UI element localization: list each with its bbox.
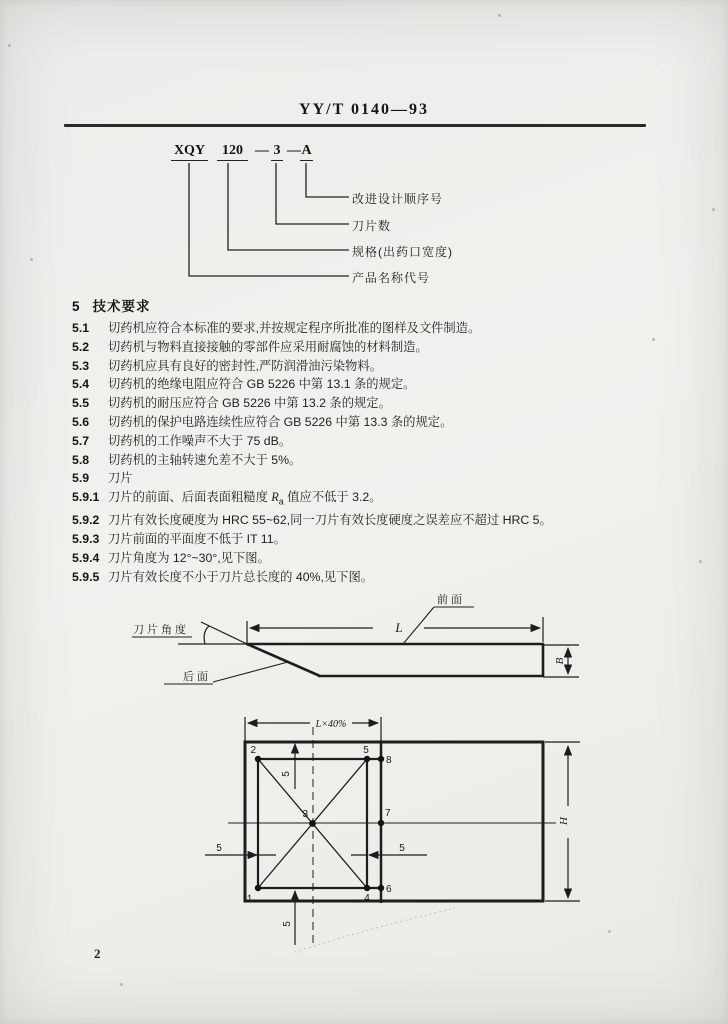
section-heading xyxy=(72,295,151,315)
point-label-7: 7 xyxy=(385,808,391,819)
gap-left-label: 5 xyxy=(216,843,222,854)
model-code-product: XQY xyxy=(171,143,208,161)
measuring-point-labels xyxy=(246,745,392,905)
model-code-blades: 3 xyxy=(271,143,283,161)
label-spec: 规格(出药口宽度) xyxy=(352,245,453,259)
model-code-connectors xyxy=(189,163,349,276)
doc-number-header: YY/T 0140—93 xyxy=(299,101,429,118)
requirement-5-3: 5.3 切药机应具有良好的密封性,严防润滑油污染物料。 xyxy=(72,358,382,373)
effective-length-dimension xyxy=(245,717,381,741)
requirement-5-9-3: 5.9.3 刀片前面的平面度不低于 IT 11。 xyxy=(72,532,286,547)
requirement-5-7: 5.7 切药机的工作噪声不大于 75 dB。 xyxy=(72,433,292,448)
scan-speck xyxy=(8,44,11,47)
requirement-5-4: 5.4 切药机的绝缘电阻应符合 GB 5226 中第 13.1 条的规定。 xyxy=(72,377,416,392)
point-label-5: 5 xyxy=(363,745,369,756)
requirement-5-6: 5.6 切药机的保护电路连续性应符合 GB 5226 中第 13.3 条的规定。 xyxy=(72,414,453,429)
model-code-revision: A xyxy=(300,143,313,161)
label-revision-seq: 改进设计顺序号 xyxy=(352,192,444,206)
scan-speck xyxy=(498,14,501,17)
length-dim-label: L xyxy=(395,620,403,635)
model-code-dash: — xyxy=(255,143,269,158)
gap-bottom-label: 5 xyxy=(282,921,293,927)
blade-angle-label: 刀片角度 xyxy=(133,624,189,636)
roughness-symbol: R xyxy=(271,490,279,505)
effective-length-dim-label: L×40% xyxy=(315,719,347,730)
model-code-spec: 120 xyxy=(217,143,248,161)
label-product-name: 产品名称代号 xyxy=(352,271,431,285)
model-code-dash: — xyxy=(287,143,301,158)
requirement-5-9-2: 5.9.2 刀片有效长度硬度为 HRC 55~62,同一刀片有效长度硬度之误差应不超过 HRC 5。 xyxy=(72,513,552,528)
point-label-8: 8 xyxy=(386,755,392,766)
point-label-3: 3 xyxy=(302,809,308,820)
measuring-diagonals xyxy=(258,759,367,888)
back-face-label: 后面 xyxy=(183,671,211,683)
point-label-2: 2 xyxy=(250,745,256,756)
requirement-5-1: 5.1 切药机应符合本标准的要求,并按规定程序所批准的图样及文件制造。 xyxy=(72,321,481,335)
requirement-5-9: 5.9 刀片 xyxy=(72,471,133,486)
requirements-list xyxy=(72,319,652,587)
front-face-label: 前面 xyxy=(437,594,465,606)
thickness-dim-label: B xyxy=(554,657,566,665)
scan-speck xyxy=(712,208,715,211)
scan-artifact-curve xyxy=(295,908,455,952)
page-number: 2 xyxy=(94,946,101,961)
label-blade-count: 刀片数 xyxy=(352,219,392,233)
scan-speck xyxy=(120,983,123,986)
requirement-5-5: 5.5 切药机的耐压应符合 GB 5226 中第 13.2 条的规定。 xyxy=(72,396,391,411)
requirement-5-9-5: 5.9.5 刀片有效长度不小于刀片总长度的 40%,见下图。 xyxy=(72,569,374,584)
requirement-5-8: 5.8 切药机的主轴转速允差不大于 5%。 xyxy=(72,452,302,467)
blade-front-outline xyxy=(245,742,543,901)
requirement-5-9-1: 5.9.1 刀片的前面、后面表面粗糙度 $R_a$ 值应不低于 3.2。 xyxy=(72,490,382,507)
header-rule xyxy=(64,124,646,127)
requirement-5-2: 5.2 切药机与物料直接接触的零部件应采用耐腐蚀的材料制造。 xyxy=(72,339,428,354)
scan-speck xyxy=(652,338,655,341)
measuring-points xyxy=(255,756,384,891)
edge-gap-dimensions xyxy=(205,744,427,945)
point-label-1: 1 xyxy=(245,893,254,906)
figure-blade-front-view xyxy=(205,717,580,952)
scan-speck xyxy=(608,930,611,933)
gap-right-label: 5 xyxy=(399,843,405,854)
requirement-5-9-4: 5.9.4 刀片角度为 12°~30°,见下图。 xyxy=(72,551,270,566)
point-label-6: 6 xyxy=(386,884,392,895)
height-dimension xyxy=(545,742,580,901)
section-number: 5 xyxy=(72,299,81,314)
figure-blade-side-view xyxy=(132,592,579,684)
height-dim-label: H xyxy=(558,817,570,825)
scan-speck xyxy=(30,258,33,261)
blade-outline xyxy=(246,643,544,677)
blade-angle-arc xyxy=(204,626,209,644)
point-label-4: 4 xyxy=(364,893,370,904)
measuring-square xyxy=(258,759,381,888)
section-title: 技术要求 xyxy=(92,299,151,314)
gap-top-label: 5 xyxy=(281,771,292,777)
scan-speck xyxy=(699,560,702,563)
